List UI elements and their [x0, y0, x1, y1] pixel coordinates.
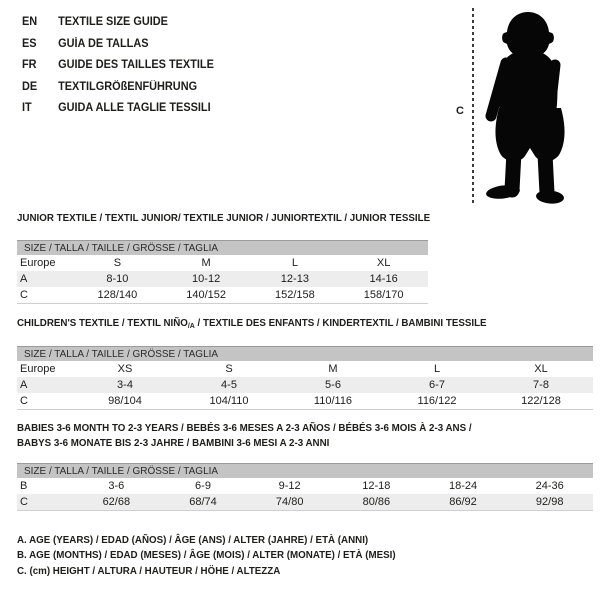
children-title-text: / TEXTILE DES ENFANTS / KINDERTEXTIL / BAMBINI TESSILE — [194, 317, 487, 329]
height-marker-label: C — [456, 105, 464, 117]
children-title-subscript: /A — [187, 321, 195, 330]
row-label: A — [20, 379, 28, 391]
age-cell: 5-6 — [325, 379, 341, 391]
language-row-es — [22, 34, 214, 56]
height-cell: 110/116 — [313, 395, 353, 407]
table-row-europe — [17, 255, 428, 271]
row-label: C — [20, 496, 28, 508]
note-height-cm: C. (cm) HEIGHT / ALTURA / HAUTEUR / HÖHE / ALTEZZA — [17, 564, 281, 577]
size-cell: L — [291, 257, 298, 269]
children-table-header — [17, 346, 593, 361]
height-cell: 116/122 — [417, 395, 457, 407]
height-cell: 122/128 — [521, 395, 561, 407]
note-age-years: A. AGE (YEARS) / EDAD (AÑOS) / ÂGE (ANS) / ALTER (JAHRE) / ETÀ (ANNI) — [17, 534, 369, 546]
height-cell: 80/86 — [362, 496, 391, 508]
legend-notes — [17, 533, 424, 579]
age-cell: 9-12 — [278, 480, 301, 492]
junior-table-header — [17, 240, 428, 255]
height-cell: 68/74 — [189, 496, 217, 508]
table-row-age — [17, 271, 428, 287]
language-code: EN — [22, 16, 38, 28]
row-label: A — [20, 273, 28, 285]
age-cell: 3-6 — [108, 480, 125, 492]
height-cell: 92/98 — [535, 496, 564, 508]
table-row-height — [17, 287, 428, 303]
babies-table-header-text: SIZE / TALLA / TAILLE / GRÖSSE / TAGLIA — [24, 465, 219, 477]
age-cell: 10-12 — [192, 273, 221, 285]
language-row-de — [22, 77, 214, 99]
baby-silhouette-image — [483, 6, 600, 208]
age-cell: 18-24 — [448, 480, 478, 492]
table-row-height — [17, 494, 593, 510]
children-size-table — [17, 346, 593, 410]
size-cell: L — [433, 363, 441, 375]
age-cell: 12-18 — [362, 480, 391, 492]
size-cell: M — [328, 363, 338, 375]
height-cell: 158/170 — [363, 289, 404, 301]
table-row-age-months — [17, 478, 593, 494]
language-code: DE — [22, 80, 38, 93]
language-code: IT — [22, 102, 32, 114]
language-row-fr — [22, 55, 214, 77]
age-cell: 12-13 — [280, 273, 309, 285]
babies-title-line1: BABIES 3-6 MONTH TO 2-3 YEARS / BEBÉS 3-6 MESES A 2-3 AÑOS / BÉBÉS 3-6 MOIS À 2-3 ANS / — [17, 422, 472, 434]
babies-size-table — [17, 463, 593, 511]
table-row-europe — [17, 361, 593, 377]
height-cell: 104/110 — [209, 395, 249, 407]
language-label: GUÍA DE TALLAS — [58, 37, 149, 50]
table-row-height — [17, 393, 593, 409]
babies-title-line2: BABYS 3-6 MONATE BIS 2-3 JAHRE / BAMBINI 3-6 MESI A 2-3 ANNI — [17, 437, 330, 449]
language-label: TEXTILGRÖßENFÜHRUNG — [58, 80, 198, 93]
size-cell: XL — [376, 257, 391, 269]
children-section-title — [17, 316, 487, 333]
children-table-header-text: SIZE / TALLA / TAILLE / GRÖSSE / TAGLIA — [24, 348, 219, 360]
babies-table-header — [17, 463, 593, 478]
language-code: ES — [22, 37, 37, 50]
language-label: GUIDE DES TAILLES TEXTILE — [58, 59, 214, 71]
language-label: GUIDA ALLE TAGLIE TESSILI — [58, 102, 211, 114]
language-list — [22, 12, 224, 120]
row-label: Europe — [20, 257, 56, 269]
height-cell: 98/104 — [108, 395, 142, 407]
babies-section-title — [17, 421, 472, 451]
language-code: FR — [22, 59, 37, 71]
age-cell: 14-16 — [369, 273, 398, 285]
note-age-months: B. AGE (MONTHS) / EDAD (MESES) / ÂGE (MOIS) / ALTER (MONATE) / ETÀ (MESI) — [17, 549, 396, 562]
row-label: C — [20, 395, 28, 407]
height-cell: 128/140 — [97, 289, 138, 301]
age-cell: 6-9 — [195, 480, 211, 492]
age-cell: 3-4 — [117, 379, 133, 391]
language-label: TEXTILE SIZE GUIDE — [58, 16, 168, 28]
row-label: Europe — [20, 363, 56, 375]
age-cell: 7-8 — [533, 379, 549, 391]
height-measure-dashed-line — [472, 8, 474, 206]
language-row-it — [22, 98, 214, 120]
size-cell: S — [225, 363, 233, 375]
size-cell: XS — [117, 363, 133, 375]
size-cell: S — [113, 257, 122, 269]
junior-section-title: JUNIOR TEXTILE / TEXTIL JUNIOR/ TEXTILE JUNIOR / JUNIORTEXTIL / JUNIOR TESSILE — [17, 212, 431, 224]
height-cell: 152/158 — [274, 289, 315, 301]
language-row-en — [22, 12, 214, 34]
row-label: B — [20, 480, 28, 492]
children-title-text: CHILDREN'S TEXTILE / TEXTIL NIÑO — [17, 317, 188, 329]
height-cell: 62/68 — [102, 496, 131, 508]
size-cell: M — [201, 257, 211, 269]
height-cell: 140/152 — [186, 289, 226, 301]
age-cell: 6-7 — [429, 379, 445, 391]
size-cell: XL — [534, 363, 548, 375]
height-cell: 74/80 — [275, 496, 304, 508]
junior-table-header-text: SIZE / TALLA / TAILLE / GRÖSSE / TAGLIA — [24, 242, 219, 254]
row-label: C — [20, 289, 28, 301]
junior-size-table — [17, 240, 428, 304]
age-cell: 8-10 — [106, 273, 129, 285]
table-row-age — [17, 377, 593, 393]
age-cell: 24-36 — [535, 480, 564, 492]
age-cell: 4-5 — [221, 379, 237, 391]
height-cell: 86/92 — [449, 496, 477, 508]
